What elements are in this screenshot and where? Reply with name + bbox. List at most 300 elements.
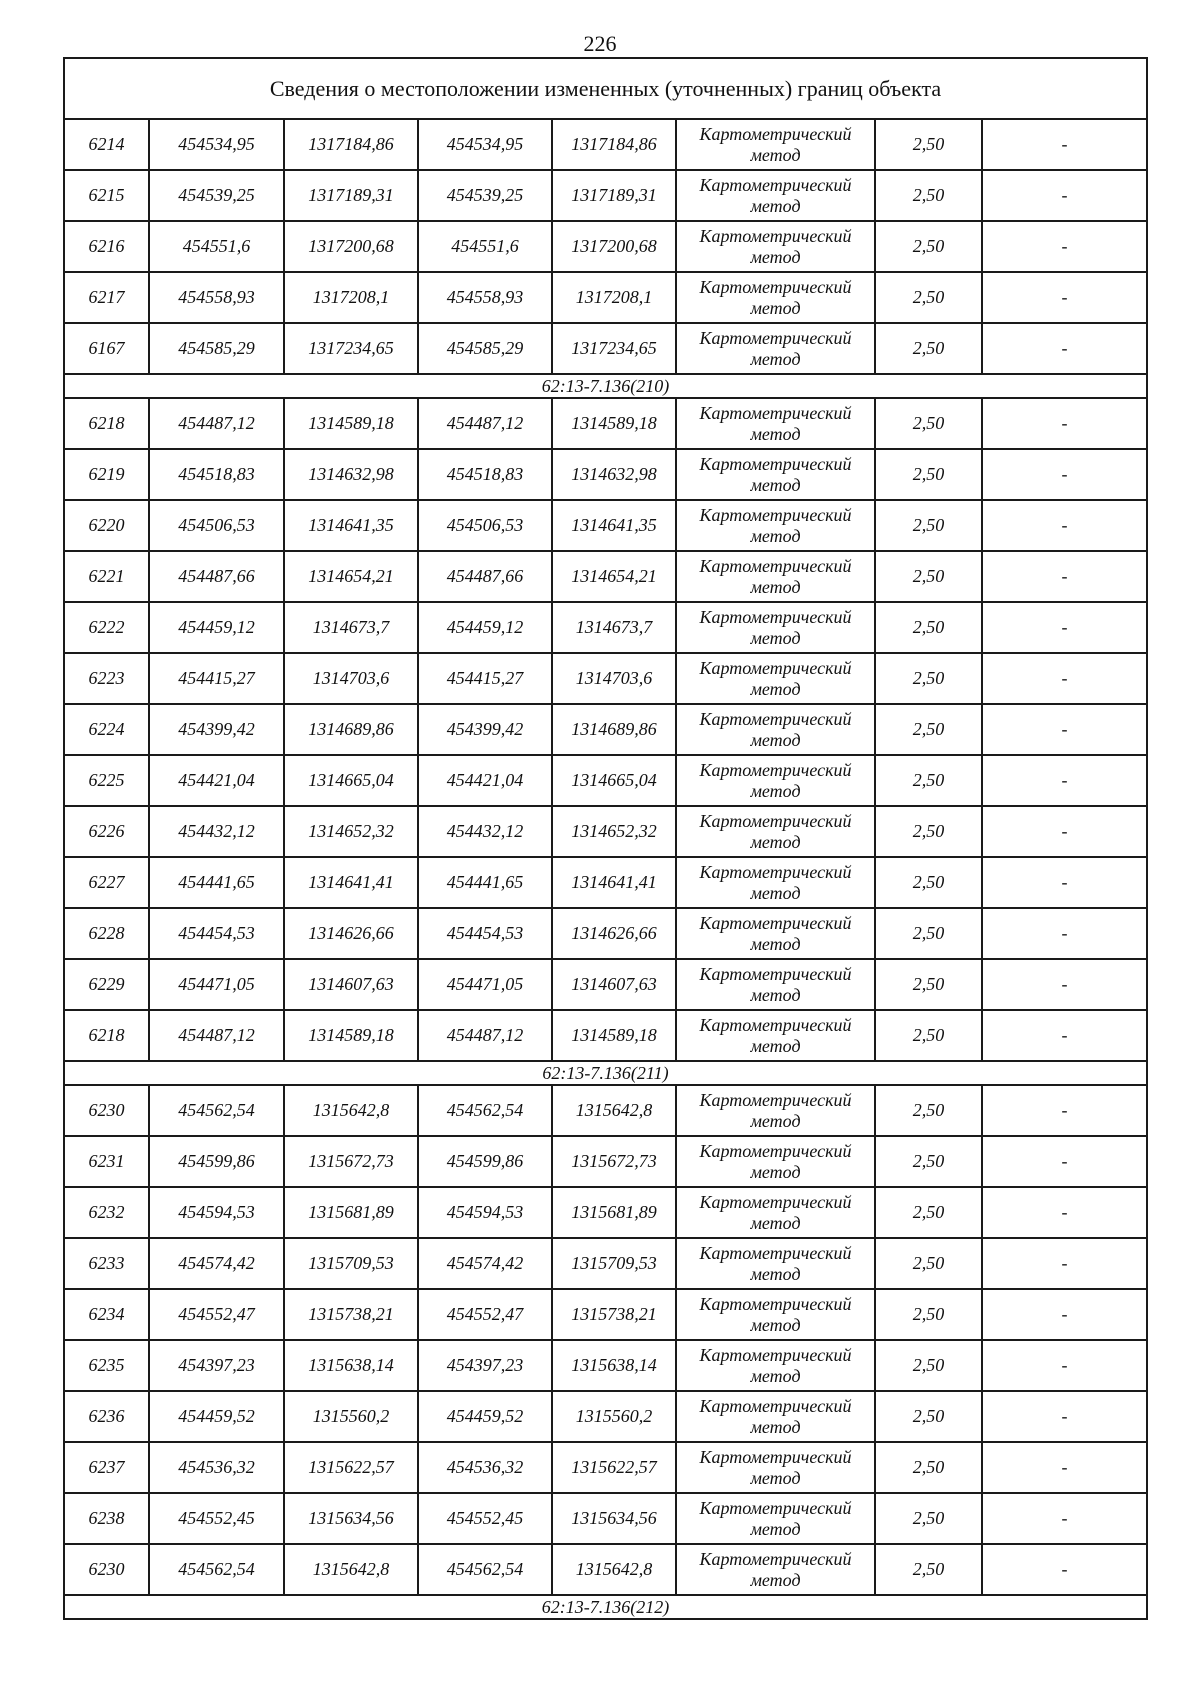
table-row: [64, 1340, 1147, 1391]
accuracy-cell: 2,50: [875, 221, 982, 272]
point-number-cell: 6238: [64, 1493, 149, 1544]
point-number-cell: 6223: [64, 653, 149, 704]
x-new-cell: 454487,12: [418, 398, 552, 449]
method-cell: [676, 449, 875, 500]
method-line2: метод: [750, 1569, 801, 1590]
x-new-cell: 454471,05: [418, 959, 552, 1010]
table-row: [64, 551, 1147, 602]
method-line1: Картометрический: [699, 327, 852, 348]
y-existing-cell: 1315672,73: [284, 1136, 418, 1187]
y-new-cell: 1315681,89: [552, 1187, 676, 1238]
y-new-cell: 1315709,53: [552, 1238, 676, 1289]
method-cell: [676, 857, 875, 908]
y-existing-cell: 1317208,1: [284, 272, 418, 323]
x-existing-cell: 454441,65: [149, 857, 284, 908]
method-line1: Картометрический: [699, 1548, 852, 1569]
method-line2: метод: [750, 1467, 801, 1488]
description-cell: -: [982, 959, 1147, 1010]
x-existing-cell: 454506,53: [149, 500, 284, 551]
x-existing-cell: 454599,86: [149, 1136, 284, 1187]
section-heading-row: [64, 1061, 1147, 1085]
description-cell: -: [982, 449, 1147, 500]
x-new-cell: 454397,23: [418, 1340, 552, 1391]
y-existing-cell: 1315738,21: [284, 1289, 418, 1340]
accuracy-cell: 2,50: [875, 1085, 982, 1136]
y-new-cell: 1317234,65: [552, 323, 676, 374]
method-cell: [676, 272, 875, 323]
method-line2: метод: [750, 246, 801, 267]
y-existing-cell: 1315709,53: [284, 1238, 418, 1289]
accuracy-cell: 2,50: [875, 1391, 982, 1442]
method-line2: метод: [750, 984, 801, 1005]
x-new-cell: 454552,47: [418, 1289, 552, 1340]
method-cell: [676, 1238, 875, 1289]
point-number-cell: 6218: [64, 398, 149, 449]
description-cell: -: [982, 602, 1147, 653]
point-number-cell: 6219: [64, 449, 149, 500]
method-line1: Картометрический: [699, 1395, 852, 1416]
y-new-cell: 1314673,7: [552, 602, 676, 653]
y-existing-cell: 1315638,14: [284, 1340, 418, 1391]
x-existing-cell: 454454,53: [149, 908, 284, 959]
method-line2: метод: [750, 1110, 801, 1131]
description-cell: -: [982, 119, 1147, 170]
method-line2: метод: [750, 1518, 801, 1539]
y-new-cell: 1315638,14: [552, 1340, 676, 1391]
method-cell: [676, 959, 875, 1010]
x-existing-cell: 454432,12: [149, 806, 284, 857]
table-row: [64, 1442, 1147, 1493]
x-existing-cell: 454562,54: [149, 1085, 284, 1136]
x-new-cell: 454539,25: [418, 170, 552, 221]
table-row: [64, 1238, 1147, 1289]
x-existing-cell: 454585,29: [149, 323, 284, 374]
y-existing-cell: 1317200,68: [284, 221, 418, 272]
x-new-cell: 454454,53: [418, 908, 552, 959]
section-heading-row: [64, 374, 1147, 398]
table-row: [64, 1289, 1147, 1340]
table-row: [64, 1187, 1147, 1238]
accuracy-cell: 2,50: [875, 1340, 982, 1391]
accuracy-cell: 2,50: [875, 1136, 982, 1187]
description-cell: -: [982, 857, 1147, 908]
point-number-cell: 6233: [64, 1238, 149, 1289]
table-row: [64, 755, 1147, 806]
boundary-coordinates-table: [63, 57, 1148, 1620]
method-line1: Картометрический: [699, 1140, 852, 1161]
x-existing-cell: 454397,23: [149, 1340, 284, 1391]
point-number-cell: 6231: [64, 1136, 149, 1187]
point-number-cell: 6227: [64, 857, 149, 908]
description-cell: -: [982, 170, 1147, 221]
description-cell: -: [982, 704, 1147, 755]
x-existing-cell: 454487,66: [149, 551, 284, 602]
point-number-cell: 6237: [64, 1442, 149, 1493]
page-number: 226: [583, 31, 617, 56]
method-line1: Картометрический: [699, 1446, 852, 1467]
x-new-cell: 454562,54: [418, 1544, 552, 1595]
method-line2: метод: [750, 195, 801, 216]
method-line2: метод: [750, 1263, 801, 1284]
x-new-cell: 454399,42: [418, 704, 552, 755]
table-row: [64, 449, 1147, 500]
y-new-cell: 1314652,32: [552, 806, 676, 857]
accuracy-cell: 2,50: [875, 1187, 982, 1238]
x-new-cell: 454558,93: [418, 272, 552, 323]
point-number-cell: 6167: [64, 323, 149, 374]
y-new-cell: 1315642,8: [552, 1544, 676, 1595]
method-line2: метод: [750, 576, 801, 597]
x-existing-cell: 454415,27: [149, 653, 284, 704]
point-number-cell: 6221: [64, 551, 149, 602]
table-row: [64, 704, 1147, 755]
x-new-cell: 454432,12: [418, 806, 552, 857]
x-existing-cell: 454574,42: [149, 1238, 284, 1289]
x-new-cell: 454574,42: [418, 1238, 552, 1289]
accuracy-cell: 2,50: [875, 908, 982, 959]
table-row: [64, 602, 1147, 653]
y-existing-cell: 1314652,32: [284, 806, 418, 857]
point-number-cell: 6228: [64, 908, 149, 959]
y-existing-cell: 1314632,98: [284, 449, 418, 500]
x-new-cell: 454585,29: [418, 323, 552, 374]
method-cell: [676, 398, 875, 449]
method-line2: метод: [750, 1161, 801, 1182]
description-cell: -: [982, 806, 1147, 857]
description-cell: -: [982, 1085, 1147, 1136]
accuracy-cell: 2,50: [875, 1238, 982, 1289]
point-number-cell: 6230: [64, 1085, 149, 1136]
description-cell: -: [982, 500, 1147, 551]
method-line2: метод: [750, 1035, 801, 1056]
x-new-cell: 454536,32: [418, 1442, 552, 1493]
table-row: [64, 1493, 1147, 1544]
method-line1: Картометрический: [699, 174, 852, 195]
x-existing-cell: 454536,32: [149, 1442, 284, 1493]
table-row: [64, 1391, 1147, 1442]
method-line1: Картометрический: [699, 759, 852, 780]
x-existing-cell: 454552,47: [149, 1289, 284, 1340]
table-row: [64, 959, 1147, 1010]
y-existing-cell: 1314641,35: [284, 500, 418, 551]
y-new-cell: 1314589,18: [552, 1010, 676, 1061]
method-line2: метод: [750, 1212, 801, 1233]
point-number-cell: 6214: [64, 119, 149, 170]
table-row: [64, 221, 1147, 272]
method-line2: метод: [750, 423, 801, 444]
x-existing-cell: 454421,04: [149, 755, 284, 806]
table-title: Сведения о местоположении измененных (уточненных) границ объекта: [64, 58, 1147, 119]
y-existing-cell: 1314641,41: [284, 857, 418, 908]
description-cell: -: [982, 398, 1147, 449]
accuracy-cell: 2,50: [875, 170, 982, 221]
x-new-cell: 454441,65: [418, 857, 552, 908]
y-new-cell: 1314654,21: [552, 551, 676, 602]
y-existing-cell: 1317234,65: [284, 323, 418, 374]
x-new-cell: 454594,53: [418, 1187, 552, 1238]
x-existing-cell: 454558,93: [149, 272, 284, 323]
accuracy-cell: 2,50: [875, 704, 982, 755]
y-new-cell: 1315622,57: [552, 1442, 676, 1493]
y-new-cell: 1314626,66: [552, 908, 676, 959]
method-line1: Картометрический: [699, 963, 852, 984]
point-number-cell: 6217: [64, 272, 149, 323]
y-existing-cell: 1314589,18: [284, 1010, 418, 1061]
y-existing-cell: 1314589,18: [284, 398, 418, 449]
method-cell: [676, 908, 875, 959]
x-new-cell: 454599,86: [418, 1136, 552, 1187]
y-new-cell: 1314703,6: [552, 653, 676, 704]
accuracy-cell: 2,50: [875, 272, 982, 323]
method-cell: [676, 1391, 875, 1442]
table-row: [64, 323, 1147, 374]
table-row: [64, 1085, 1147, 1136]
point-number-cell: 6218: [64, 1010, 149, 1061]
description-cell: -: [982, 1010, 1147, 1061]
point-number-cell: 6230: [64, 1544, 149, 1595]
description-cell: -: [982, 221, 1147, 272]
accuracy-cell: 2,50: [875, 500, 982, 551]
table-row: [64, 398, 1147, 449]
y-existing-cell: 1314703,6: [284, 653, 418, 704]
y-existing-cell: 1317189,31: [284, 170, 418, 221]
y-existing-cell: 1315642,8: [284, 1544, 418, 1595]
method-line1: Картометрический: [699, 123, 852, 144]
table-row: [64, 1136, 1147, 1187]
method-line1: Картометрический: [699, 606, 852, 627]
y-existing-cell: 1315560,2: [284, 1391, 418, 1442]
method-line1: Картометрический: [699, 225, 852, 246]
y-new-cell: 1314665,04: [552, 755, 676, 806]
method-line1: Картометрический: [699, 555, 852, 576]
method-line1: Картометрический: [699, 453, 852, 474]
table-row: [64, 857, 1147, 908]
method-line1: Картометрический: [699, 861, 852, 882]
method-cell: [676, 551, 875, 602]
point-number-cell: 6222: [64, 602, 149, 653]
x-existing-cell: 454539,25: [149, 170, 284, 221]
method-cell: [676, 119, 875, 170]
accuracy-cell: 2,50: [875, 602, 982, 653]
x-existing-cell: 454534,95: [149, 119, 284, 170]
y-new-cell: 1317200,68: [552, 221, 676, 272]
x-new-cell: 454487,66: [418, 551, 552, 602]
method-line2: метод: [750, 525, 801, 546]
table-row: [64, 272, 1147, 323]
method-line2: метод: [750, 933, 801, 954]
method-line2: метод: [750, 882, 801, 903]
y-new-cell: 1314607,63: [552, 959, 676, 1010]
y-new-cell: 1315642,8: [552, 1085, 676, 1136]
method-cell: [676, 653, 875, 704]
description-cell: -: [982, 1136, 1147, 1187]
method-line1: Картометрический: [699, 1014, 852, 1035]
x-new-cell: 454551,6: [418, 221, 552, 272]
y-existing-cell: 1315642,8: [284, 1085, 418, 1136]
y-new-cell: 1314632,98: [552, 449, 676, 500]
method-line2: метод: [750, 297, 801, 318]
y-existing-cell: 1314626,66: [284, 908, 418, 959]
y-new-cell: 1314641,35: [552, 500, 676, 551]
method-line1: Картометрический: [699, 1344, 852, 1365]
x-new-cell: 454518,83: [418, 449, 552, 500]
method-line2: метод: [750, 1416, 801, 1437]
method-cell: [676, 1544, 875, 1595]
x-existing-cell: 454471,05: [149, 959, 284, 1010]
description-cell: -: [982, 1544, 1147, 1595]
y-new-cell: 1314641,41: [552, 857, 676, 908]
x-new-cell: 454562,54: [418, 1085, 552, 1136]
method-cell: [676, 170, 875, 221]
method-line1: Картометрический: [699, 1242, 852, 1263]
method-line2: метод: [750, 474, 801, 495]
description-cell: -: [982, 272, 1147, 323]
y-existing-cell: 1315681,89: [284, 1187, 418, 1238]
section-heading: 62:13-7.136(212): [64, 1595, 1147, 1619]
method-line1: Картометрический: [699, 276, 852, 297]
accuracy-cell: 2,50: [875, 857, 982, 908]
x-new-cell: 454459,52: [418, 1391, 552, 1442]
y-existing-cell: 1314607,63: [284, 959, 418, 1010]
method-cell: [676, 1085, 875, 1136]
table-body: [64, 58, 1147, 1619]
point-number-cell: 6215: [64, 170, 149, 221]
description-cell: -: [982, 1238, 1147, 1289]
y-new-cell: 1315634,56: [552, 1493, 676, 1544]
x-new-cell: 454552,45: [418, 1493, 552, 1544]
x-new-cell: 454459,12: [418, 602, 552, 653]
description-cell: -: [982, 755, 1147, 806]
method-line1: Картометрический: [699, 504, 852, 525]
y-new-cell: 1317208,1: [552, 272, 676, 323]
method-line1: Картометрический: [699, 1293, 852, 1314]
point-number-cell: 6216: [64, 221, 149, 272]
method-cell: [676, 1010, 875, 1061]
method-line2: метод: [750, 144, 801, 165]
method-line1: Картометрический: [699, 810, 852, 831]
table-row: [64, 170, 1147, 221]
y-existing-cell: 1315622,57: [284, 1442, 418, 1493]
accuracy-cell: 2,50: [875, 959, 982, 1010]
accuracy-cell: 2,50: [875, 119, 982, 170]
accuracy-cell: 2,50: [875, 653, 982, 704]
method-cell: [676, 806, 875, 857]
table-row: [64, 653, 1147, 704]
description-cell: -: [982, 1493, 1147, 1544]
method-cell: [676, 221, 875, 272]
description-cell: -: [982, 1391, 1147, 1442]
point-number-cell: 6225: [64, 755, 149, 806]
accuracy-cell: 2,50: [875, 551, 982, 602]
y-existing-cell: 1317184,86: [284, 119, 418, 170]
accuracy-cell: 2,50: [875, 755, 982, 806]
description-cell: -: [982, 1442, 1147, 1493]
point-number-cell: 6226: [64, 806, 149, 857]
y-existing-cell: 1315634,56: [284, 1493, 418, 1544]
table-row: [64, 1010, 1147, 1061]
y-new-cell: 1317184,86: [552, 119, 676, 170]
method-line2: метод: [750, 1314, 801, 1335]
y-new-cell: 1314689,86: [552, 704, 676, 755]
method-cell: [676, 500, 875, 551]
x-existing-cell: 454551,6: [149, 221, 284, 272]
section-heading-row: [64, 1595, 1147, 1619]
y-new-cell: 1315672,73: [552, 1136, 676, 1187]
method-line2: метод: [750, 1365, 801, 1386]
point-number-cell: 6236: [64, 1391, 149, 1442]
description-cell: -: [982, 1289, 1147, 1340]
x-existing-cell: 454562,54: [149, 1544, 284, 1595]
point-number-cell: 6224: [64, 704, 149, 755]
accuracy-cell: 2,50: [875, 323, 982, 374]
x-existing-cell: 454518,83: [149, 449, 284, 500]
table-row: [64, 119, 1147, 170]
table-title-row: [64, 58, 1147, 119]
method-line1: Картометрический: [699, 1497, 852, 1518]
method-line2: метод: [750, 729, 801, 750]
method-line1: Картометрический: [699, 657, 852, 678]
method-cell: [676, 1187, 875, 1238]
accuracy-cell: 2,50: [875, 1289, 982, 1340]
accuracy-cell: 2,50: [875, 1442, 982, 1493]
x-existing-cell: 454487,12: [149, 398, 284, 449]
method-cell: [676, 323, 875, 374]
point-number-cell: 6229: [64, 959, 149, 1010]
method-cell: [676, 602, 875, 653]
description-cell: -: [982, 653, 1147, 704]
y-new-cell: 1314589,18: [552, 398, 676, 449]
x-new-cell: 454506,53: [418, 500, 552, 551]
method-line2: метод: [750, 678, 801, 699]
method-cell: [676, 1136, 875, 1187]
accuracy-cell: 2,50: [875, 1493, 982, 1544]
x-new-cell: 454421,04: [418, 755, 552, 806]
method-cell: [676, 755, 875, 806]
method-line2: метод: [750, 627, 801, 648]
x-new-cell: 454415,27: [418, 653, 552, 704]
table-row: [64, 500, 1147, 551]
x-existing-cell: 454552,45: [149, 1493, 284, 1544]
y-existing-cell: 1314665,04: [284, 755, 418, 806]
table-row: [64, 806, 1147, 857]
point-number-cell: 6220: [64, 500, 149, 551]
x-new-cell: 454487,12: [418, 1010, 552, 1061]
description-cell: -: [982, 1187, 1147, 1238]
method-line1: Картометрический: [699, 1089, 852, 1110]
table-row: [64, 1544, 1147, 1595]
x-existing-cell: 454399,42: [149, 704, 284, 755]
point-number-cell: 6232: [64, 1187, 149, 1238]
method-cell: [676, 1340, 875, 1391]
method-cell: [676, 704, 875, 755]
description-cell: -: [982, 1340, 1147, 1391]
point-number-cell: 6235: [64, 1340, 149, 1391]
method-cell: [676, 1442, 875, 1493]
method-line1: Картометрический: [699, 708, 852, 729]
description-cell: -: [982, 551, 1147, 602]
y-new-cell: 1315560,2: [552, 1391, 676, 1442]
x-existing-cell: 454459,52: [149, 1391, 284, 1442]
y-new-cell: 1317189,31: [552, 170, 676, 221]
method-line2: метод: [750, 780, 801, 801]
section-heading: 62:13-7.136(210): [64, 374, 1147, 398]
method-line2: метод: [750, 831, 801, 852]
method-line1: Картометрический: [699, 912, 852, 933]
accuracy-cell: 2,50: [875, 1544, 982, 1595]
accuracy-cell: 2,50: [875, 449, 982, 500]
accuracy-cell: 2,50: [875, 1010, 982, 1061]
method-line1: Картометрический: [699, 1191, 852, 1212]
